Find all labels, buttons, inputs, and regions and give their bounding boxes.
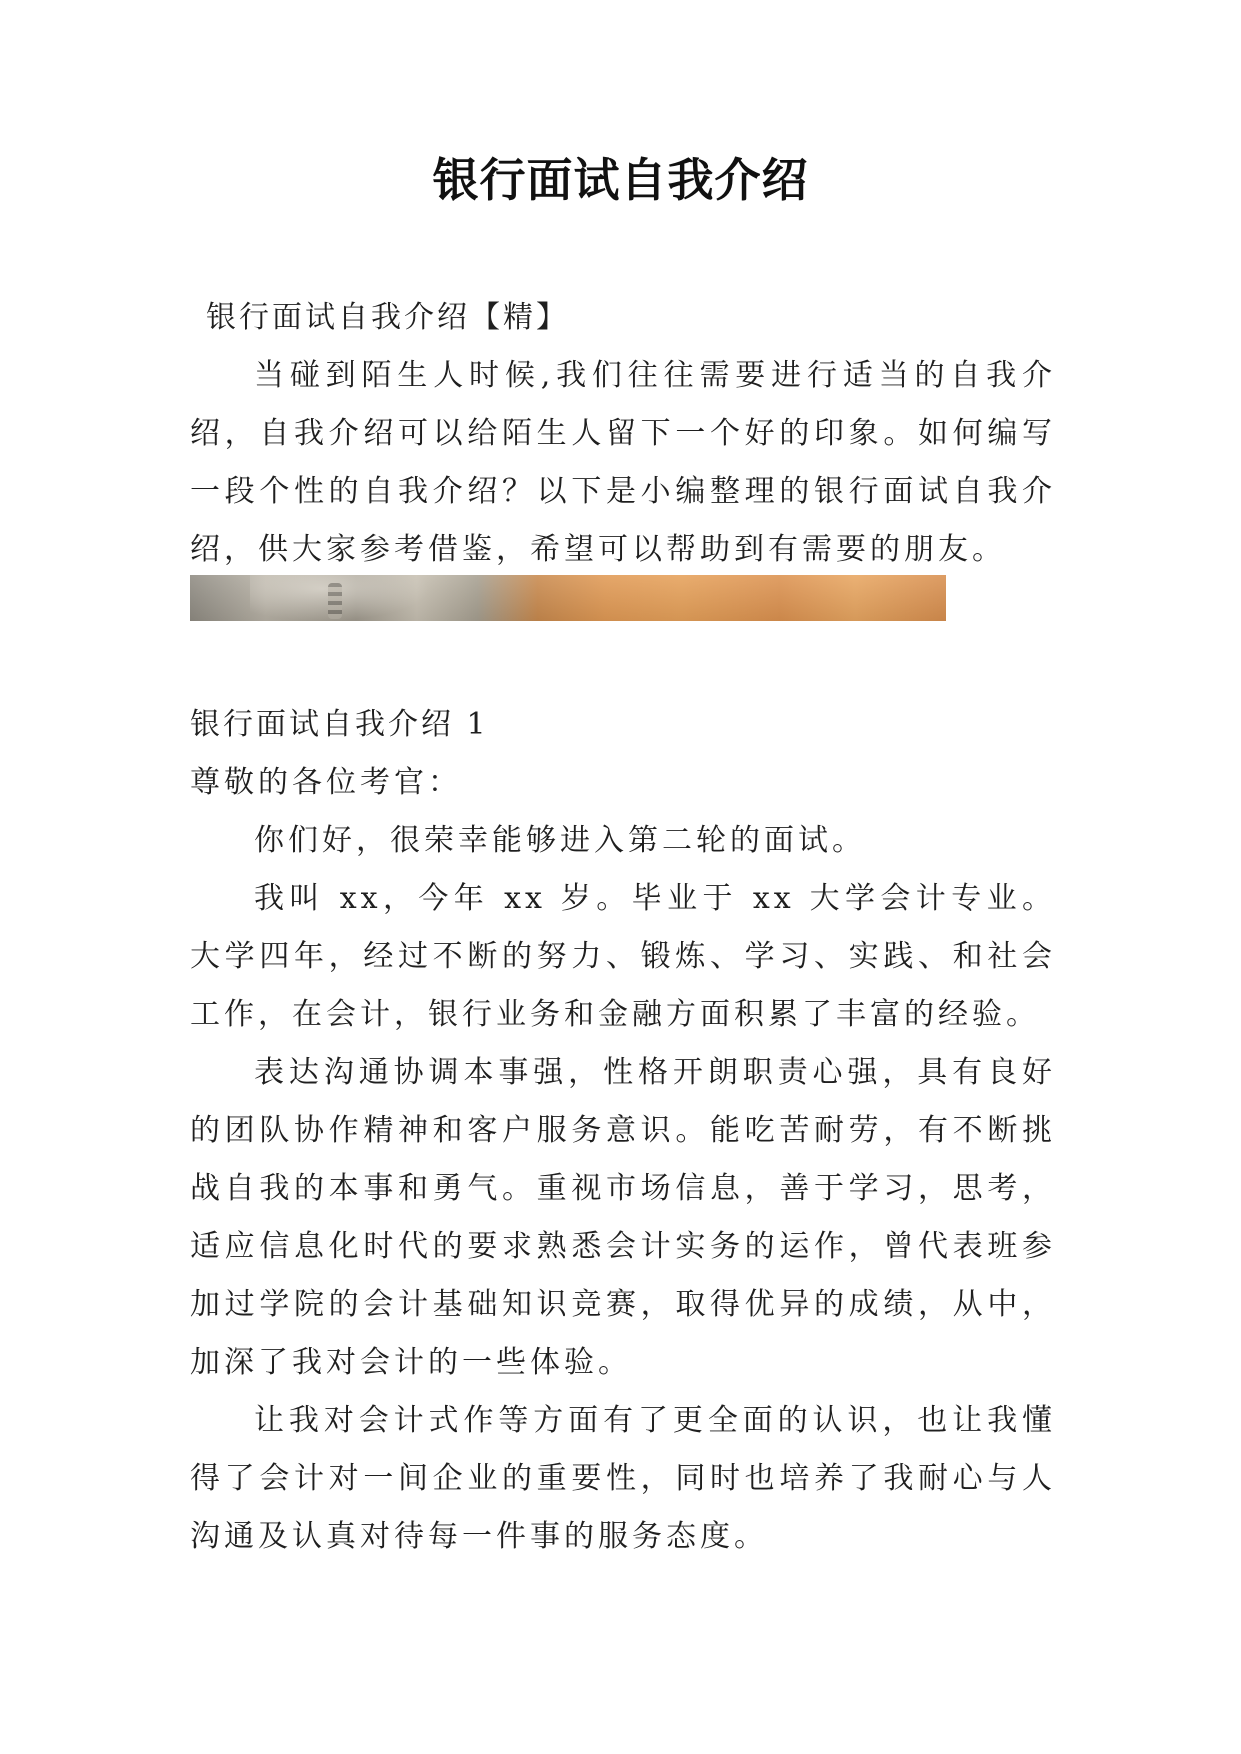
cropped-photo: [190, 575, 946, 621]
salutation: 尊敬的各位考官：: [190, 765, 462, 800]
photo-shade: [190, 575, 946, 621]
document-subtitle: 银行面试自我介绍【精】: [206, 300, 569, 335]
intro-paragraph: 当碰到陌生人时候,我们往往需要进行适当的自我介绍，自我介绍可以给陌生人留下一个好的印象。如何编写一段个性的自我介绍？以下是小编整理的银行面试自我介绍，供大家参考借鉴，希望可以帮助到有需要的朋友。: [190, 358, 1056, 567]
section-heading: 银行面试自我介绍 1: [190, 707, 489, 742]
body-paragraph: 表达沟通协调本事强，性格开朗职责心强，具有良好的团队协作精神和客户服务意识。能吃苦耐劳，有不断挑战自我的本事和勇气。重视市场信息，善于学习，思考，适应信息化时代的要求熟悉会计实务的运作，曾代表班参加过学院的会计基础知识竞赛，取得优异的成绩，从中，加深了我对会计的一些体验。: [190, 1055, 1056, 1380]
body-paragraph: 你们好，很荣幸能够进入第二轮的面试。: [254, 823, 866, 858]
intro-block: [190, 347, 1056, 579]
document-title: 银行面试自我介绍: [432, 153, 809, 207]
body-paragraph: 让我对会计式作等方面有了更全面的认识，也让我懂得了会计对一间企业的重要性，同时也培养了我耐心与人沟通及认真对待每一件事的服务态度。: [190, 1403, 1056, 1554]
letter-body: [190, 754, 1056, 1566]
body-paragraph: 我叫 xx，今年 xx 岁。毕业于 xx 大学会计专业。大学四年，经过不断的努力、锻炼、学习、实践、和社会工作，在会计，银行业务和金融方面积累了丰富的经验。: [190, 881, 1056, 1032]
